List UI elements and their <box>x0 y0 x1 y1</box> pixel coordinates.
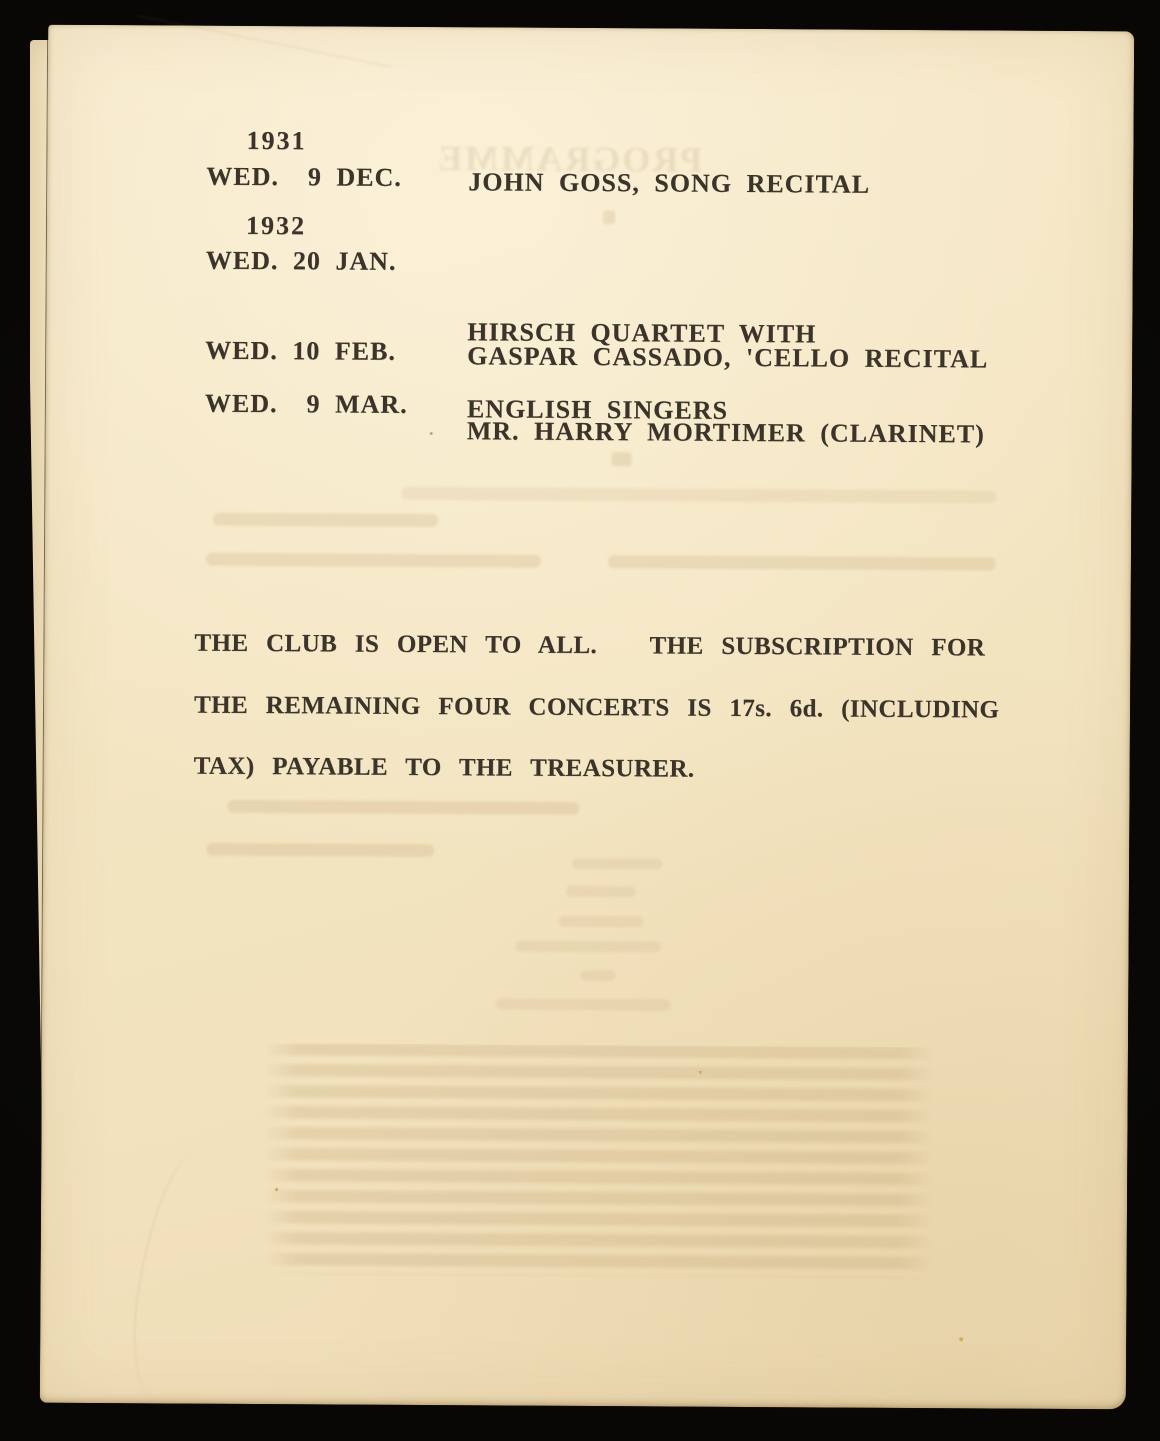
notice-line: THE CLUB IS OPEN TO ALL. THE SUBSCRIPTION FOR <box>194 629 986 662</box>
year-label-1931: 1931 <box>246 125 307 156</box>
show-through-line <box>206 843 434 857</box>
event-date: WED. 10 FEB. <box>205 335 397 366</box>
paper-speck <box>959 1337 963 1341</box>
show-through-line <box>580 970 615 981</box>
paper-crease <box>124 15 391 126</box>
paper-crease <box>122 1140 250 1410</box>
event-title: JOHN GOSS, SONG RECITAL <box>468 167 871 199</box>
show-through-paragraph <box>264 1043 933 1279</box>
event-title <box>466 249 989 516</box>
event-title-line: HIRSCH QUARTET WITH <box>467 317 817 349</box>
show-through-line <box>227 800 579 815</box>
paper-speck <box>430 432 433 435</box>
event-title: ENGLISH SINGERS <box>466 394 729 425</box>
notice-line: THE REMAINING FOUR CONCERTS IS 17s. 6d. (INCLUDING <box>193 691 1000 724</box>
paper-speck <box>275 1188 278 1191</box>
event-date: WED. 9 MAR. <box>204 388 408 419</box>
event-title: GASPAR CASSADO, 'CELLO RECITAL <box>467 341 989 374</box>
show-through-line <box>516 941 661 953</box>
show-through-line <box>213 513 438 527</box>
notice-line: TAX) PAYABLE TO THE TREASURER. <box>193 752 695 783</box>
year-label-1932: 1932 <box>245 210 307 241</box>
event-date: WED. 9 DEC. <box>206 161 402 192</box>
show-through-line <box>495 998 670 1010</box>
event-title-line: MR. HARRY MORTIMER (CLARINET) <box>466 416 985 449</box>
show-through-line <box>206 553 541 568</box>
show-through-line <box>559 916 644 928</box>
show-through-line <box>572 858 662 870</box>
event-date: WED. 20 JAN. <box>205 245 397 276</box>
paper-speck <box>699 1071 702 1074</box>
show-through-line <box>566 886 636 897</box>
programme-page <box>40 25 1134 1410</box>
show-through-line <box>608 555 996 570</box>
show-through-programme-text: PROGRAMME <box>436 138 703 180</box>
show-through-mark <box>603 210 615 224</box>
